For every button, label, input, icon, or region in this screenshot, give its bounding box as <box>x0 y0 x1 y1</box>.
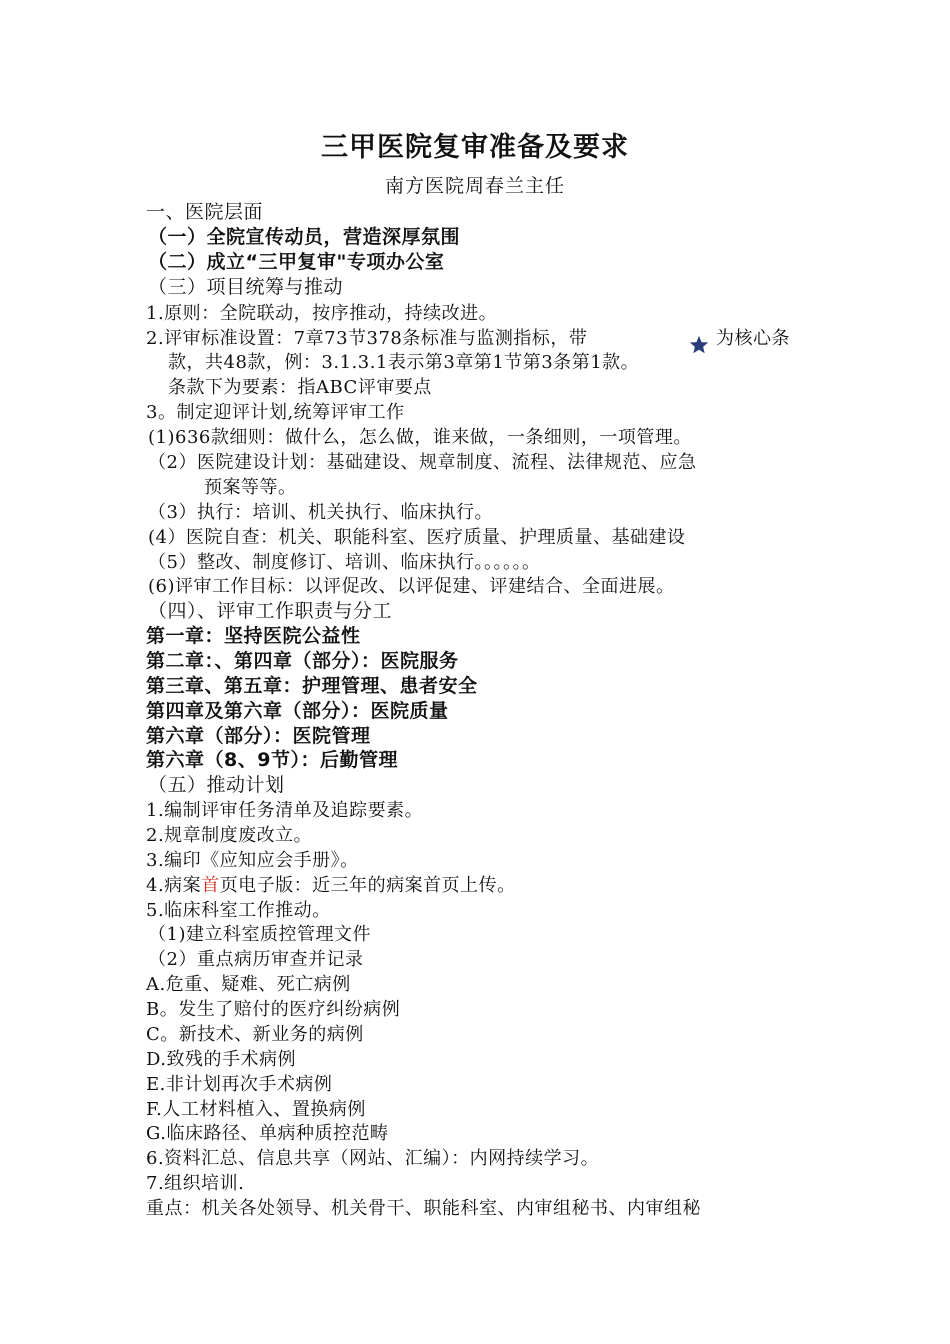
star-icon <box>688 334 710 356</box>
plan-item-6: (6)评审工作目标：以评促改、以评促建、评建结合、全面进展。 <box>148 576 675 597</box>
push-item-3: 3.编印《应知应会手册》。 <box>146 850 359 871</box>
paragraph-standards-d: 条款下为要素：指ABC评审要点 <box>168 377 432 398</box>
chapter-line-4: 第四章及第六章（部分）：医院质量 <box>146 700 449 722</box>
paragraph-plan: 3。制定迎评计划,统筹评审工作 <box>146 402 405 423</box>
review-case-f: F.人工材料植入、置换病例 <box>146 1099 366 1120</box>
push-item-5-1: （1)建立科室质控管理文件 <box>148 924 371 945</box>
plan-item-5: （5）整改、制度修订、培训、临床执行。。。。。。 <box>148 552 541 573</box>
review-case-d: D.致残的手术病例 <box>146 1049 297 1070</box>
plan-item-1: (1)636款细则：做什么，怎么做，谁来做，一条细则，一项管理。 <box>148 427 692 448</box>
push-item-5: 5.临床科室工作推动。 <box>146 900 331 921</box>
plan-item-4: (4）医院自查：机关、职能科室、医疗质量、护理质量、基础建设 <box>148 527 686 548</box>
chapter-line-1: 第一章：坚持医院公益性 <box>146 625 361 647</box>
document-title: 三甲医院复审准备及要求 <box>321 132 629 163</box>
subsection-3: （三）项目统筹与推动 <box>148 276 344 298</box>
paragraph-standards-c: 款，共48款，例：3.1.3.1表示第3章第1节第3条第1款。 <box>168 352 640 373</box>
push-item-6: 6.资料汇总、信息共享（网站、汇编）：内网持续学习。 <box>146 1148 600 1169</box>
push-item-4-highlight: 首 <box>201 875 220 896</box>
push-item-1: 1.编制评审任务清单及追踪要素。 <box>146 800 424 821</box>
push-item-4-prefix: 4.病案 <box>146 875 202 896</box>
chapter-line-6: 第六章（8、9节）：后勤管理 <box>146 749 398 771</box>
subsection-2: （二）成立“三甲复审"专项办公室 <box>148 251 445 273</box>
review-case-c: C。新技术、新业务的病例 <box>146 1024 364 1045</box>
subsection-4: （四）、评审工作职责与分工 <box>148 600 393 622</box>
push-item-5-2: （2）重点病历审查并记录 <box>148 949 364 970</box>
review-case-e: E.非计划再次手术病例 <box>146 1074 333 1095</box>
training-focus: 重点：机关各处领导、机关骨干、职能科室、内审组秘书、内审组秘 <box>146 1198 701 1219</box>
plan-item-2b: 预案等等。 <box>204 477 297 498</box>
document-subtitle: 南方医院周春兰主任 <box>384 175 565 197</box>
subsection-5: （五）推动计划 <box>148 774 285 796</box>
chapter-line-5: 第六章（部分）：医院管理 <box>146 725 371 747</box>
chapter-line-2: 第二章：、第四章（部分）：医院服务 <box>146 650 459 672</box>
plan-item-2a: （2）医院建设计划：基础建设、规章制度、流程、法律规范、应急 <box>148 452 697 473</box>
subsection-1: （一）全院宣传动员，营造深厚氛围 <box>148 226 461 248</box>
push-item-2: 2.规章制度废改立。 <box>146 825 313 846</box>
push-item-4 <box>146 873 516 898</box>
paragraph-standards-a: 2.评审标准设置：7章73节378条标准与监测指标，带 <box>146 328 588 349</box>
plan-item-3: （3）执行：培训、机关执行、临床执行。 <box>148 502 493 523</box>
review-case-a: A.危重、疑难、死亡病例 <box>146 974 351 995</box>
chapter-line-3: 第三章、第五章：护理管理、患者安全 <box>146 675 478 697</box>
paragraph-standards-b: 为核心条 <box>716 328 790 349</box>
paragraph-principle: 1.原则：全院联动，按序推动，持续改进。 <box>146 303 498 324</box>
review-case-b: B。发生了赔付的医疗纠纷病例 <box>146 999 401 1020</box>
review-case-g: G.临床路径、单病种质控范畴 <box>146 1123 389 1144</box>
push-item-4-rest: 页电子版：近三年的病案首页上传。 <box>219 875 516 896</box>
section-heading-hospital-level: 一、医院层面 <box>146 201 264 223</box>
push-item-7: 7.组织培训. <box>146 1173 245 1194</box>
